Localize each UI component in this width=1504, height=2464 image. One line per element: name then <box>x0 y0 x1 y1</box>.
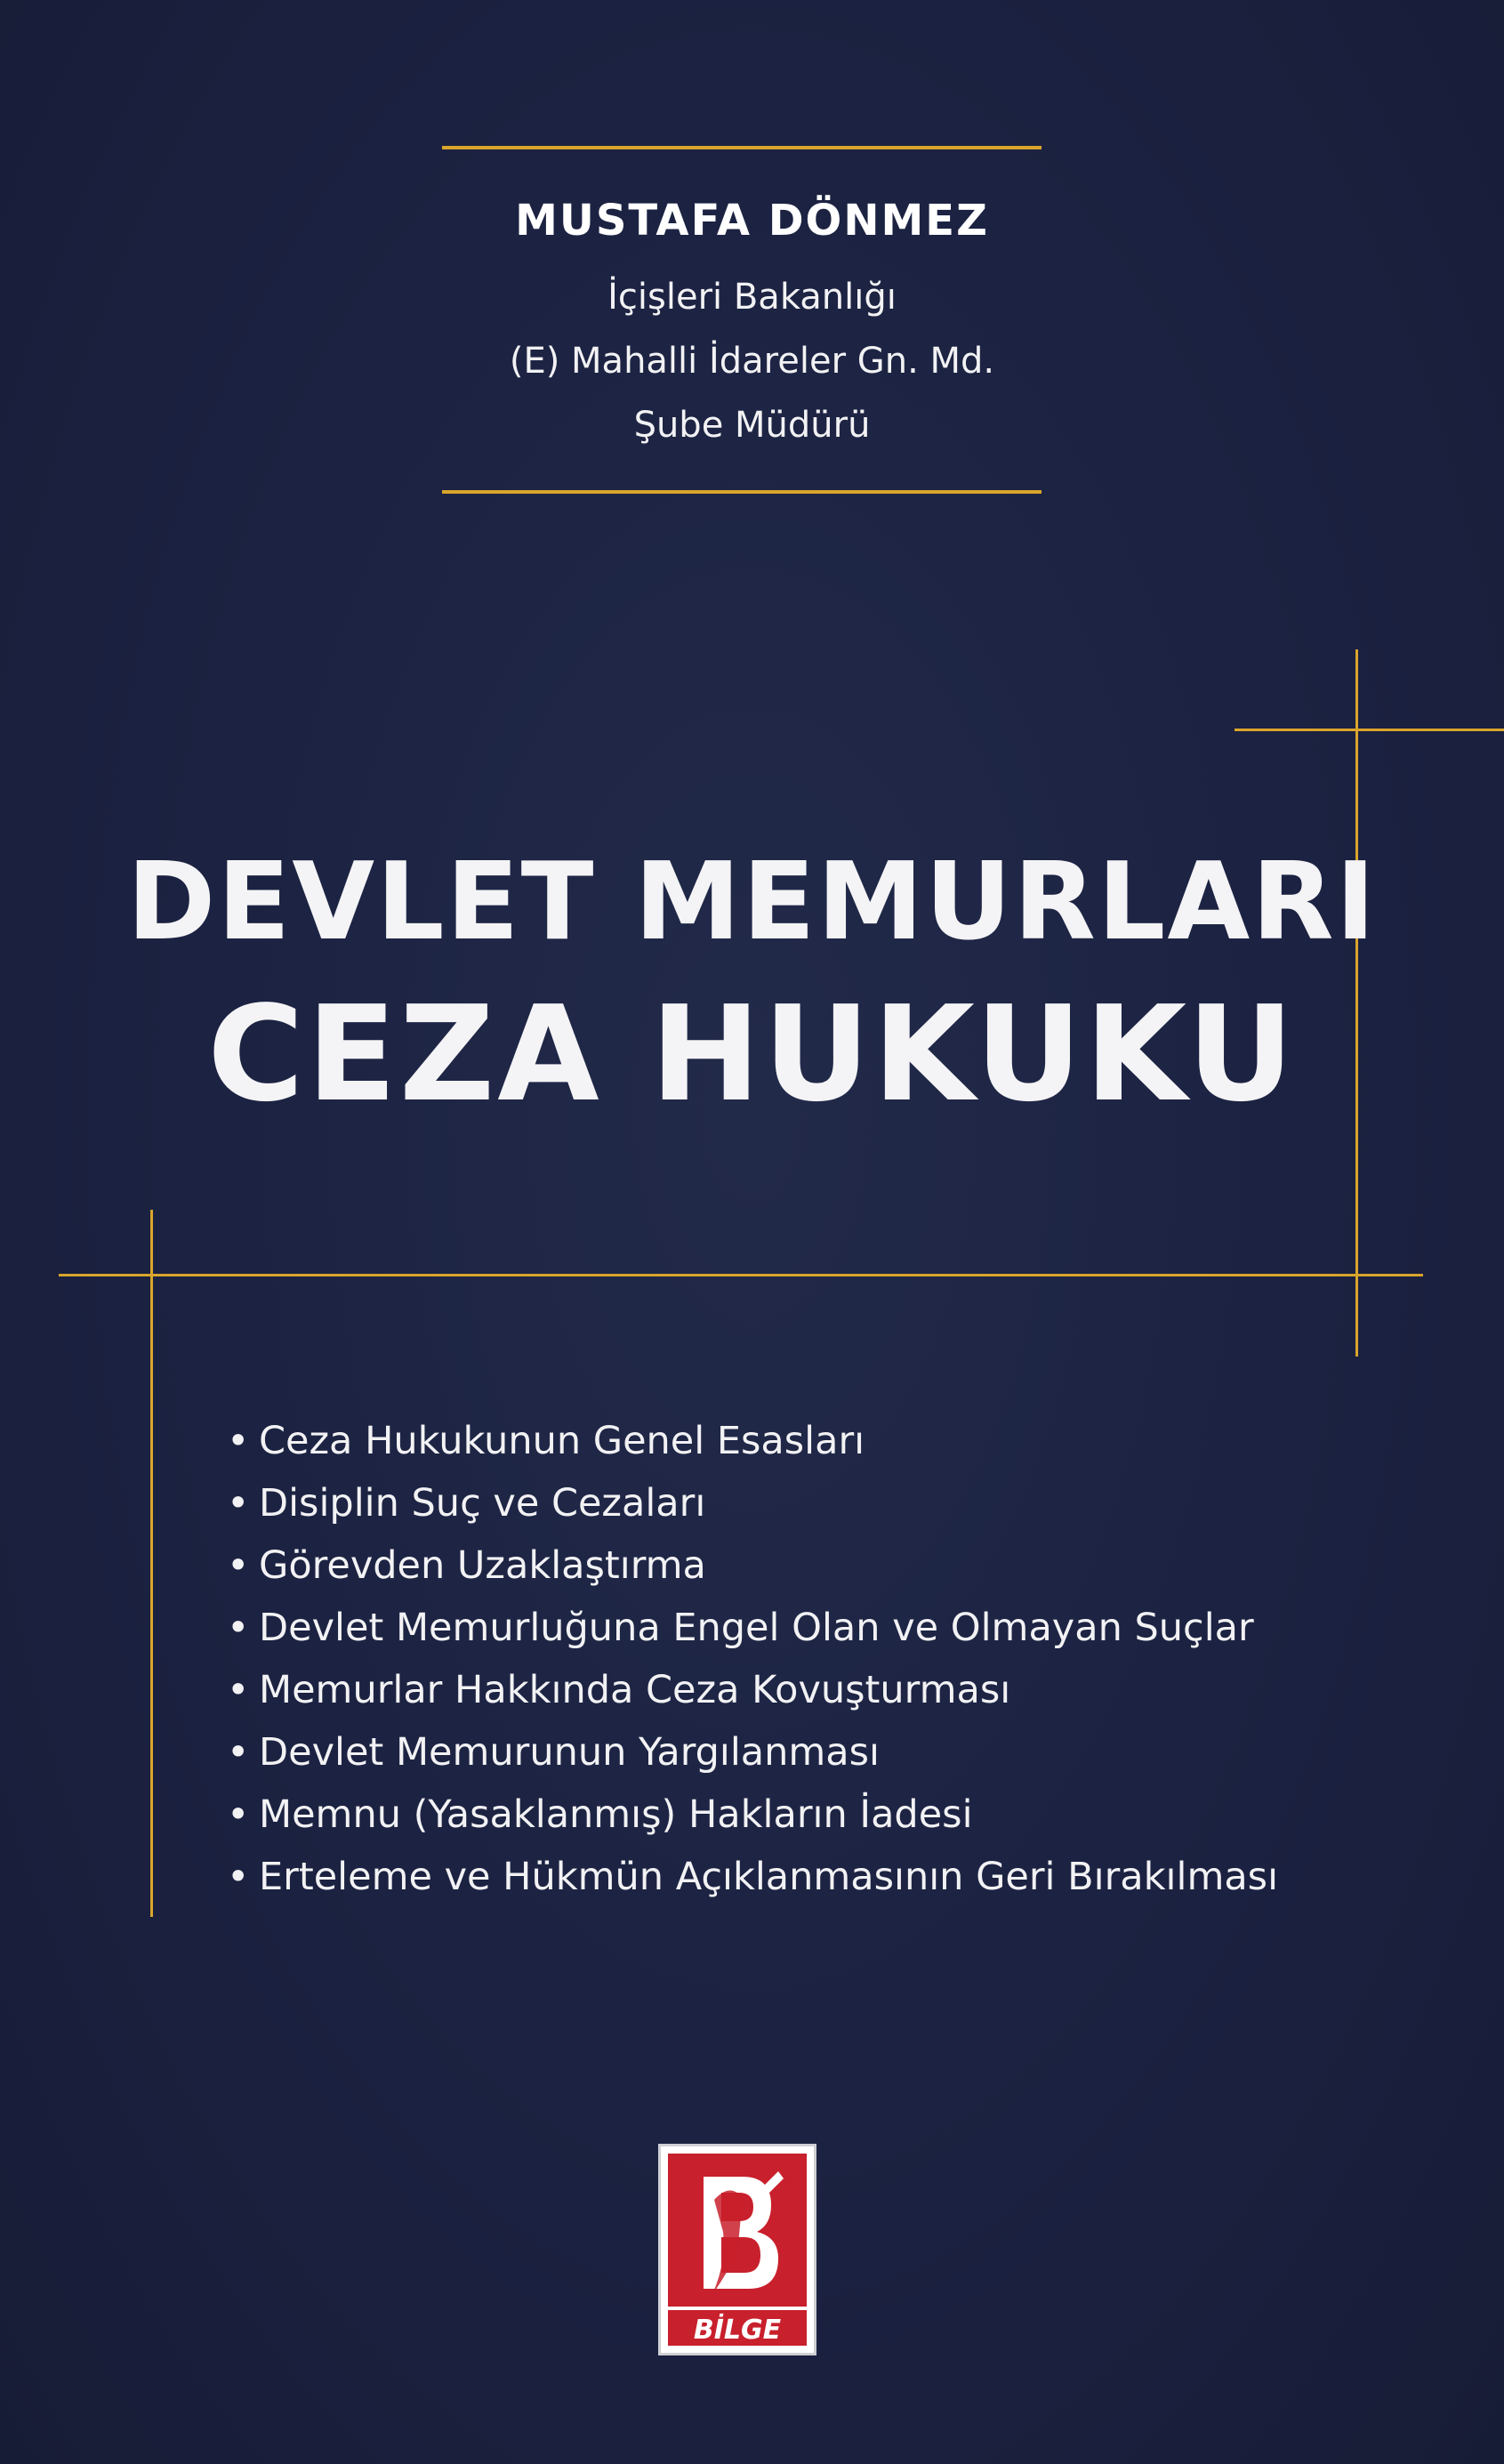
author-affiliation-line: İçişleri Bakanlığı <box>607 277 897 318</box>
title-line-2: CEZA HUKUKU <box>207 978 1297 1131</box>
topic-item: • Devlet Memurunun Yargılanması <box>227 1721 1278 1784</box>
author-block <box>0 196 1504 457</box>
book-title <box>0 836 1504 1139</box>
topic-item: • Ceza Hukukunun Genel Esasları <box>227 1410 1278 1472</box>
frame-left-vertical <box>150 1210 153 1917</box>
frame-middle-horizontal <box>59 1274 1423 1276</box>
author-name: MUSTAFA DÖNMEZ <box>515 196 989 246</box>
author-affiliation-line: (E) Mahalli İdareler Gn. Md. <box>509 341 995 382</box>
title-line-1: DEVLET MEMURLARI <box>126 841 1378 964</box>
topics-list <box>227 1410 1278 1908</box>
frame-top-horizontal <box>1235 729 1504 731</box>
topic-item: • Erteleme ve Hükmün Açıklanmasının Geri Bırakılması <box>227 1846 1278 1908</box>
author-bottom-rule <box>442 490 1042 494</box>
topic-item: • Disiplin Suç ve Cezaları <box>227 1472 1278 1534</box>
logo-text: BİLGE <box>693 2315 782 2346</box>
topic-item: • Görevden Uzaklaştırma <box>227 1534 1278 1597</box>
topic-item: • Devlet Memurluğuna Engel Olan ve Olmayan Suçlar <box>227 1597 1278 1659</box>
bilge-logo-icon <box>661 2146 814 2353</box>
topic-item: • Memurlar Hakkında Ceza Kovuşturması <box>227 1659 1278 1721</box>
publisher-logo <box>658 2144 816 2355</box>
author-top-rule <box>442 146 1042 149</box>
topic-item: • Memnu (Yasaklanmış) Hakların İadesi <box>227 1784 1278 1846</box>
author-affiliation-line: Şube Müdürü <box>633 405 871 446</box>
